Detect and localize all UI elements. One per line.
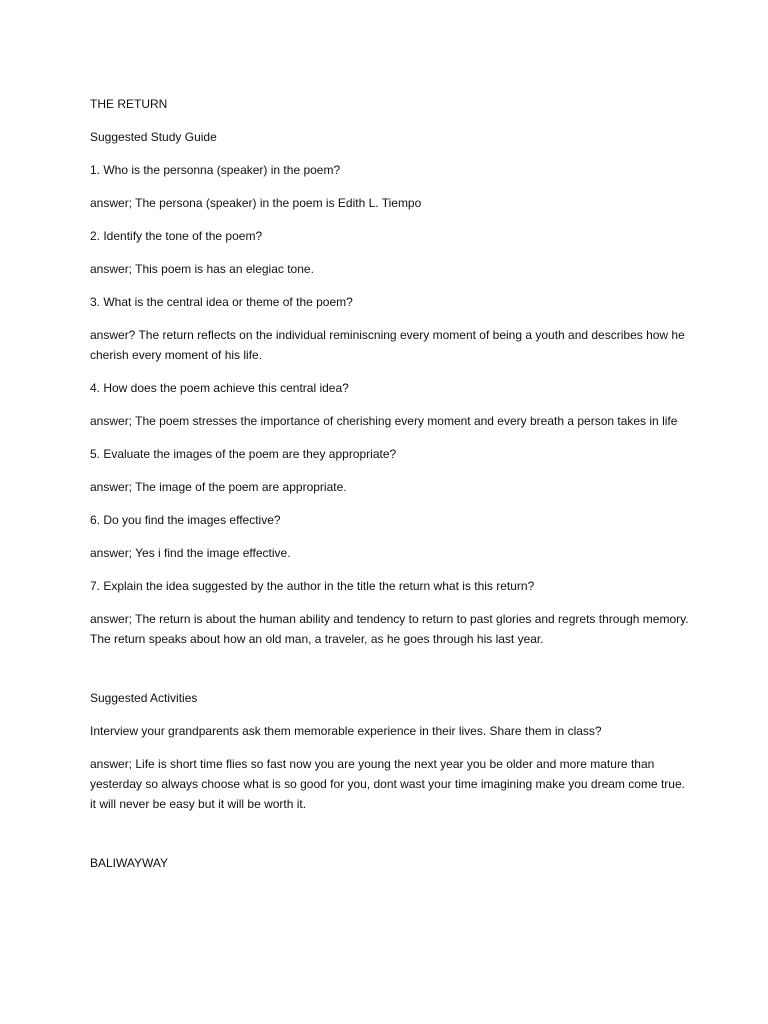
- activity-answer: answer; Life is short time flies so fast now you are young the next year you be older and more mature than yesterday so always choose what is so good for you, dont wast your time imagining make you dream come true. it will never be easy but it will be worth it.: [90, 757, 685, 811]
- section-spacer: [90, 662, 690, 688]
- question-2: 2. Identify the tone of the poem?: [90, 229, 263, 243]
- answer-1: answer; The persona (speaker) in the poem is Edith L. Tiempo: [90, 196, 422, 210]
- answer-5: answer; The image of the poem are appropriate.: [90, 480, 347, 494]
- footer-name: BALIWAYWAY: [90, 856, 169, 870]
- question-3: 3. What is the central idea or theme of the poem?: [90, 295, 353, 309]
- document-title: THE RETURN: [90, 97, 168, 111]
- question-6: 6. Do you find the images effective?: [90, 513, 281, 527]
- answer-4: answer; The poem stresses the importance of cherishing every moment and every breath a person takes in life: [90, 414, 678, 428]
- activities-heading: Suggested Activities: [90, 691, 198, 705]
- answer-6: answer; Yes i find the image effective.: [90, 546, 291, 560]
- answer-7: answer; The return is about the human ability and tendency to return to past glories and regrets through memory. The return speaks about how an old man, a traveler, as he goes through his last year.: [90, 612, 689, 646]
- activity-prompt: Interview your grandparents ask them memorable experience in their lives. Share them in class?: [90, 724, 602, 738]
- question-7: 7. Explain the idea suggested by the author in the title the return what is this return?: [90, 579, 535, 593]
- footer-spacer: [90, 827, 690, 853]
- study-guide-heading: Suggested Study Guide: [90, 130, 217, 144]
- document-body: [90, 94, 690, 886]
- answer-3: answer? The return reflects on the individual reminiscning every moment of being a youth and describes how he cherish every moment of his life.: [90, 328, 685, 362]
- question-1: 1. Who is the personna (speaker) in the poem?: [90, 163, 341, 177]
- question-4: 4. How does the poem achieve this central idea?: [90, 381, 349, 395]
- question-5: 5. Evaluate the images of the poem are they appropriate?: [90, 447, 397, 461]
- answer-2: answer; This poem is has an elegiac tone.: [90, 262, 314, 276]
